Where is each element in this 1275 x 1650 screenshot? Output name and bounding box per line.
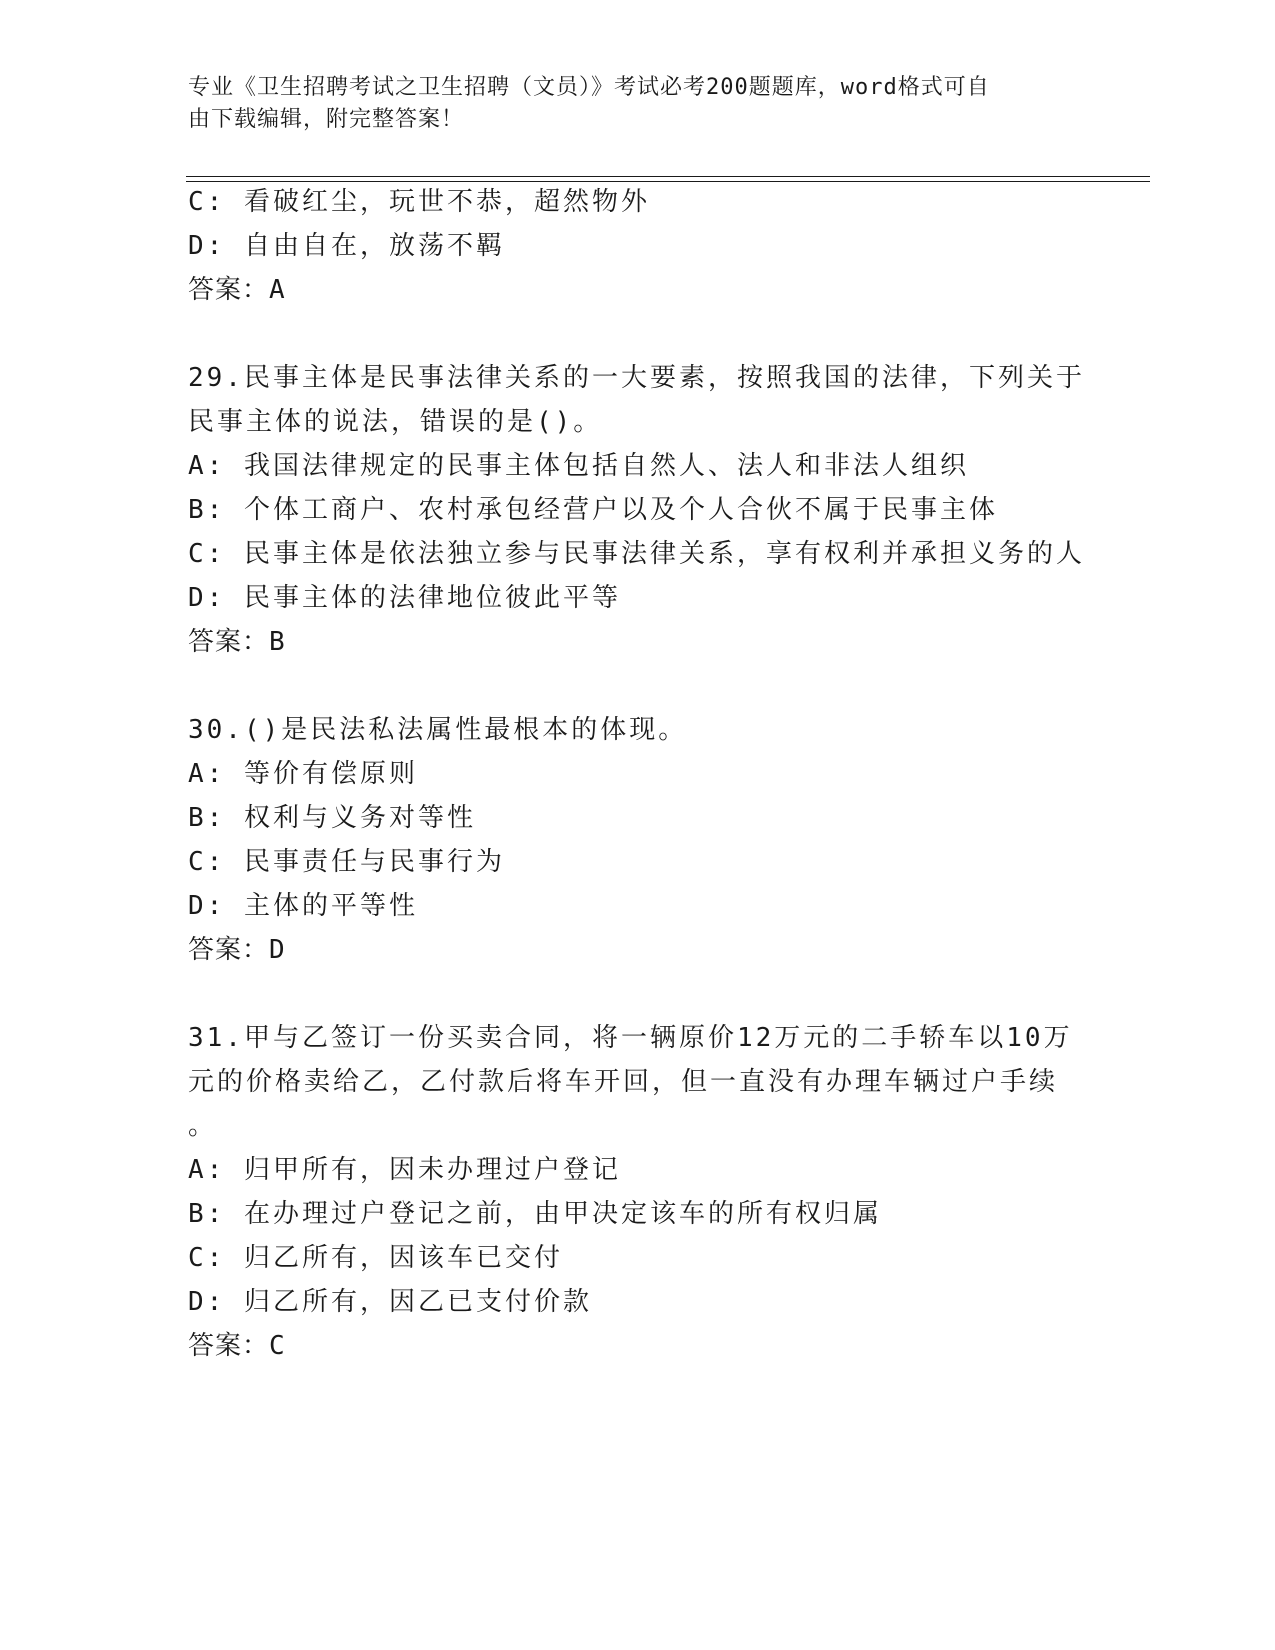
q30-option-c: C: 民事责任与民事行为 (188, 847, 505, 877)
q31-option-b: B: 在办理过户登记之前，由甲决定该车的所有权归属 (188, 1199, 882, 1229)
q30-option-a: A: 等价有偿原则 (188, 759, 418, 789)
q28-option-c: C: 看破红尘，玩世不恭，超然物外 (188, 187, 650, 217)
header-divider-top (186, 176, 1150, 177)
q30-stem-line-1: 30.()是民法私法属性最根本的体现。 (188, 715, 688, 745)
q30-answer: 答案：D (188, 935, 286, 965)
q30-option-b: B: 权利与义务对等性 (188, 803, 476, 833)
q31-option-d: D: 归乙所有，因乙已支付价款 (188, 1287, 592, 1317)
q31-stem-line-3: 。 (188, 1111, 218, 1141)
header-line-2: 由下载编辑，附完整答案！ (188, 107, 465, 132)
q29-stem-line-2: 民事主体的说法，错误的是()。 (188, 407, 603, 437)
q31-stem-line-2: 元的价格卖给乙，乙付款后将车开回，但一直没有办理车辆过户手续 (188, 1067, 1059, 1097)
q29-option-b: B: 个体工商户、农村承包经营户以及个人合伙不属于民事主体 (188, 495, 998, 525)
q29-option-c: C: 民事主体是依法独立参与民事法律关系，享有权利并承担义务的人 (188, 539, 1085, 569)
q31-option-c: C: 归乙所有，因该车已交付 (188, 1243, 563, 1273)
document-header (188, 72, 1088, 136)
q28-answer: 答案：A (188, 275, 286, 305)
q31-stem-line-1: 31.甲与乙签订一份买卖合同，将一辆原价12万元的二手轿车以10万 (188, 1023, 1073, 1053)
q29-stem-line-1: 29.民事主体是民事法律关系的一大要素，按照我国的法律，下列关于 (188, 363, 1085, 393)
q28-option-d: D: 自由自在，放荡不羁 (188, 231, 505, 261)
q31-option-a: A: 归甲所有，因未办理过户登记 (188, 1155, 621, 1185)
q29-option-d: D: 民事主体的法律地位彼此平等 (188, 583, 621, 613)
header-line-1: 专业《卫生招聘考试之卫生招聘（文员）》考试必考200题题库，word格式可自 (188, 75, 990, 100)
q30-option-d: D: 主体的平等性 (188, 891, 418, 921)
header-divider-bottom (186, 181, 1150, 182)
q31-answer: 答案：C (188, 1331, 286, 1361)
q29-answer: 答案：B (188, 627, 286, 657)
q29-option-a: A: 我国法律规定的民事主体包括自然人、法人和非法人组织 (188, 451, 969, 481)
